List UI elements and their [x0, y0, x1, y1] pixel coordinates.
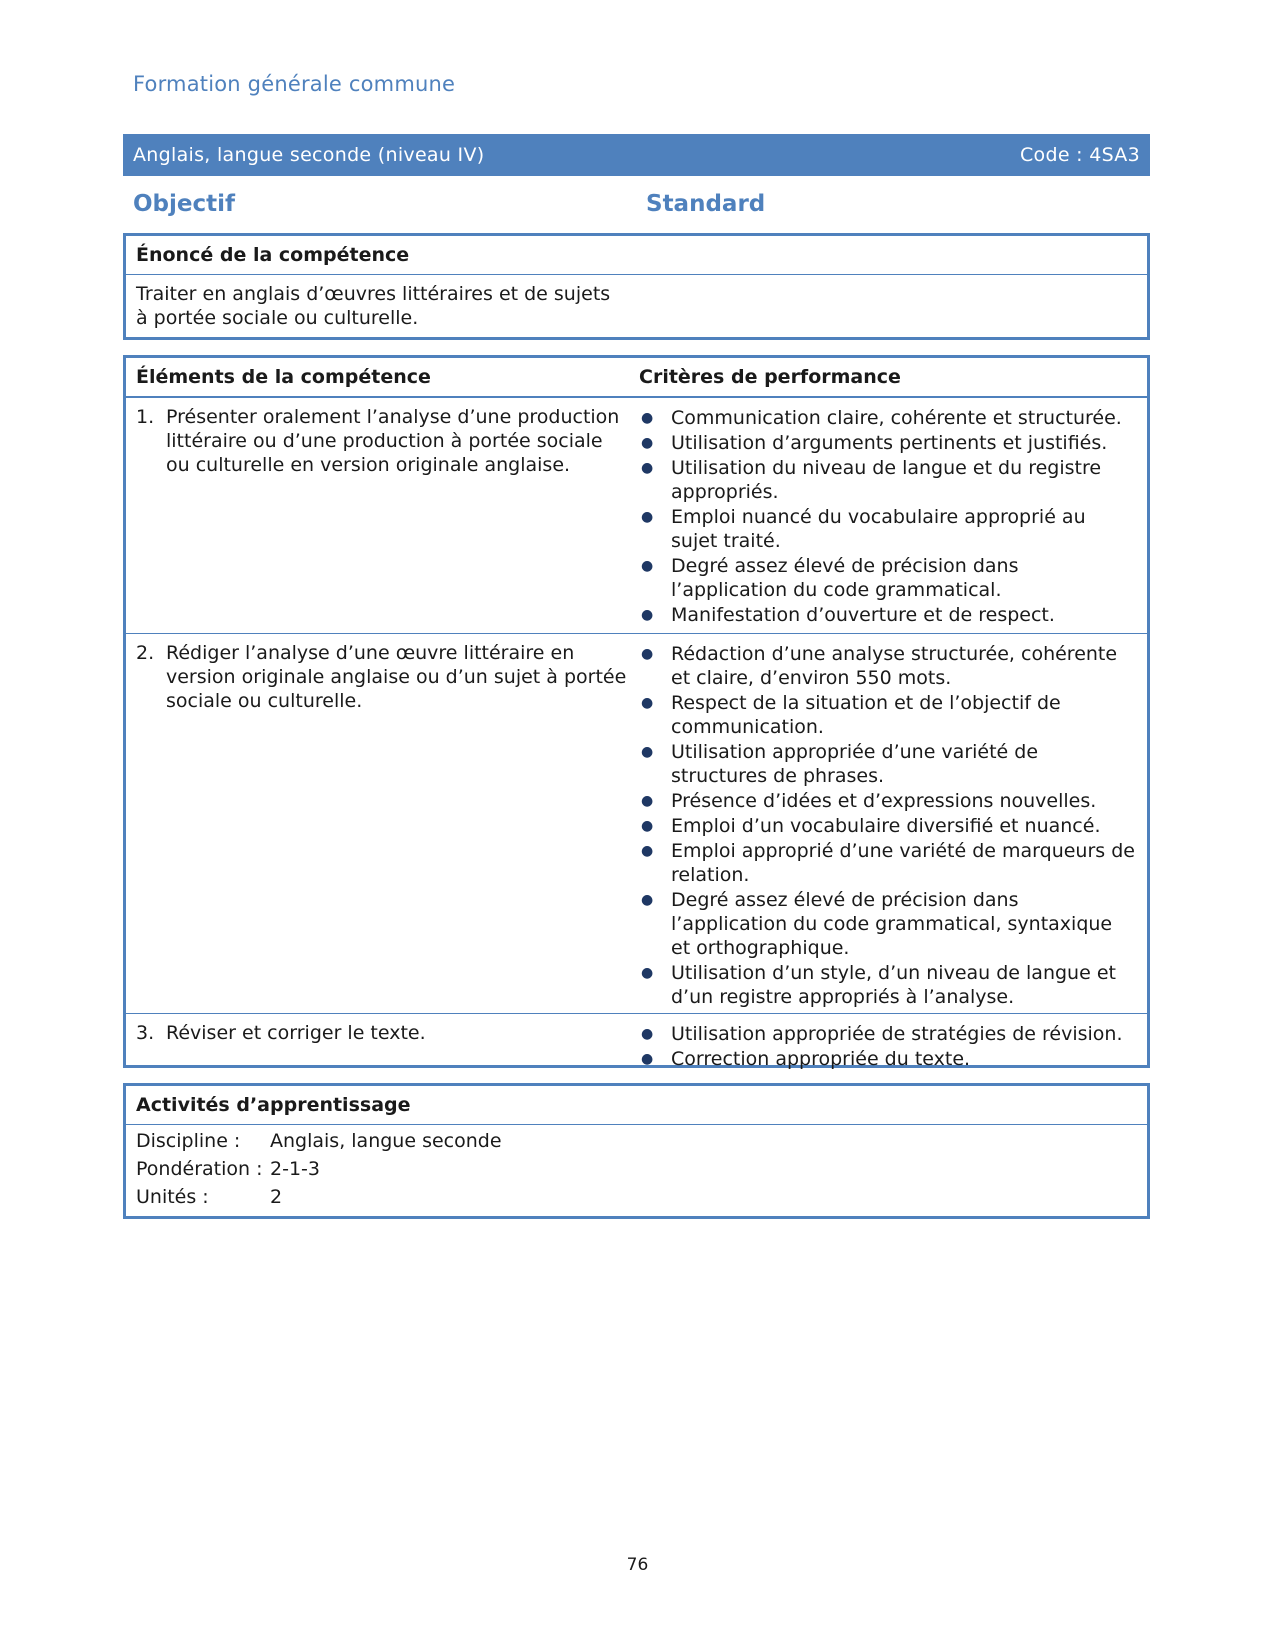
criterion-item: ● Emploi d’un vocabulaire diversifié et nuancé. [641, 815, 1101, 837]
course-title: Anglais, langue seconde (niveau IV) [133, 144, 485, 166]
criteria-cell [639, 398, 1147, 633]
enonce-text: Traiter en anglais d’œuvres littéraires et de sujets à portée sociale ou culturelle. [136, 283, 611, 329]
table-row [126, 633, 1147, 1013]
bullet-icon: ● [641, 509, 654, 525]
criterion-item: ● Manifestation d’ouverture et de respect. [641, 604, 1055, 626]
element-text: Réviser et corriger le texte. [166, 1022, 426, 1044]
criterion-item: ● Utilisation d’un style, d’un niveau de langue et d’un registre appropriés à l’analyse. [641, 962, 1116, 1008]
bullet-icon: ● [641, 607, 654, 623]
element-number: 1. [136, 406, 155, 428]
bullet-icon: ● [641, 892, 654, 908]
bullet-icon: ● [641, 646, 654, 662]
bullet-icon: ● [641, 435, 654, 451]
enonce-title: Énoncé de la compétence [126, 236, 1147, 275]
bullet-icon: ● [641, 843, 654, 859]
criterion-item: ● Rédaction d’une analyse structurée, cohérente et claire, d’environ 550 mots. [641, 643, 1118, 689]
element-cell [126, 398, 639, 633]
criterion-item: ● Respect de la situation et de l’objectif de communication. [641, 692, 1061, 738]
elements-column-title: Éléments de la compétence [136, 366, 431, 388]
criterion-item: ● Correction appropriée du texte. [641, 1048, 971, 1070]
criteria-cell [639, 1014, 1147, 1077]
elements-table-header [126, 358, 1147, 397]
bullet-icon: ● [641, 695, 654, 711]
criterion-item: ● Utilisation appropriée d’une variété de structures de phrases. [641, 741, 1039, 787]
table-row [126, 1013, 1147, 1077]
criterion-item: ● Communication claire, cohérente et structurée. [641, 407, 1122, 429]
criteria-cell [639, 634, 1147, 1013]
criterion-item: ● Emploi approprié d’une variété de marqueurs de relation. [641, 840, 1135, 886]
criteria-column-title: Critères de performance [639, 366, 901, 388]
enonce-box [123, 233, 1150, 340]
criterion-item: ● Présence d’idées et d’expressions nouvelles. [641, 790, 1097, 812]
course-title-bar [123, 134, 1150, 176]
element-text: Rédiger l’analyse d’une œuvre littéraire en version originale anglaise ou d’un sujet à portée sociale ou culturelle. [166, 642, 627, 712]
bullet-icon: ● [641, 1026, 654, 1042]
activites-title: Activités d’apprentissage [126, 1086, 1147, 1125]
standard-heading: Standard [646, 191, 766, 217]
elements-table [123, 355, 1150, 1068]
element-cell [126, 634, 639, 1013]
course-code: Code : 4SA3 [1019, 144, 1140, 166]
criterion-item: ● Utilisation d’arguments pertinents et justifiés. [641, 432, 1108, 454]
criterion-item: ● Degré assez élevé de précision dans l’application du code grammatical, syntaxique et orthographique. [641, 889, 1113, 959]
criterion-item: ● Degré assez élevé de précision dans l’application du code grammatical. [641, 555, 1019, 601]
bullet-icon: ● [641, 744, 654, 760]
element-number: 3. [136, 1022, 155, 1044]
bullet-icon: ● [641, 965, 654, 981]
criterion-item: ● Emploi nuancé du vocabulaire approprié au sujet traité. [641, 506, 1086, 552]
activites-body [126, 1125, 1147, 1218]
activites-box [123, 1083, 1150, 1219]
bullet-icon: ● [641, 410, 654, 426]
criterion-item: ● Utilisation du niveau de langue et du registre appropriés. [641, 457, 1102, 503]
section-label: Formation générale commune [133, 72, 456, 96]
table-row [126, 397, 1147, 633]
unites-row: Unités : 2 [136, 1186, 283, 1208]
ponderation-row: Pondération : 2-1-3 [136, 1158, 320, 1180]
bullet-icon: ● [641, 818, 654, 834]
element-cell [126, 1014, 639, 1077]
bullet-icon: ● [641, 460, 654, 476]
element-number: 2. [136, 642, 155, 664]
criterion-item: ● Utilisation appropriée de stratégies de révision. [641, 1023, 1123, 1045]
bullet-icon: ● [641, 558, 654, 574]
bullet-icon: ● [641, 1051, 654, 1067]
bullet-icon: ● [641, 793, 654, 809]
objective-heading: Objectif [133, 191, 236, 217]
page-number: 76 [626, 1555, 649, 1575]
discipline-row: Discipline : Anglais, langue seconde [136, 1130, 502, 1152]
element-text: Présenter oralement l’analyse d’une production littéraire ou d’une production à portée sociale ou culturelle en version originale anglaise. [166, 406, 620, 476]
